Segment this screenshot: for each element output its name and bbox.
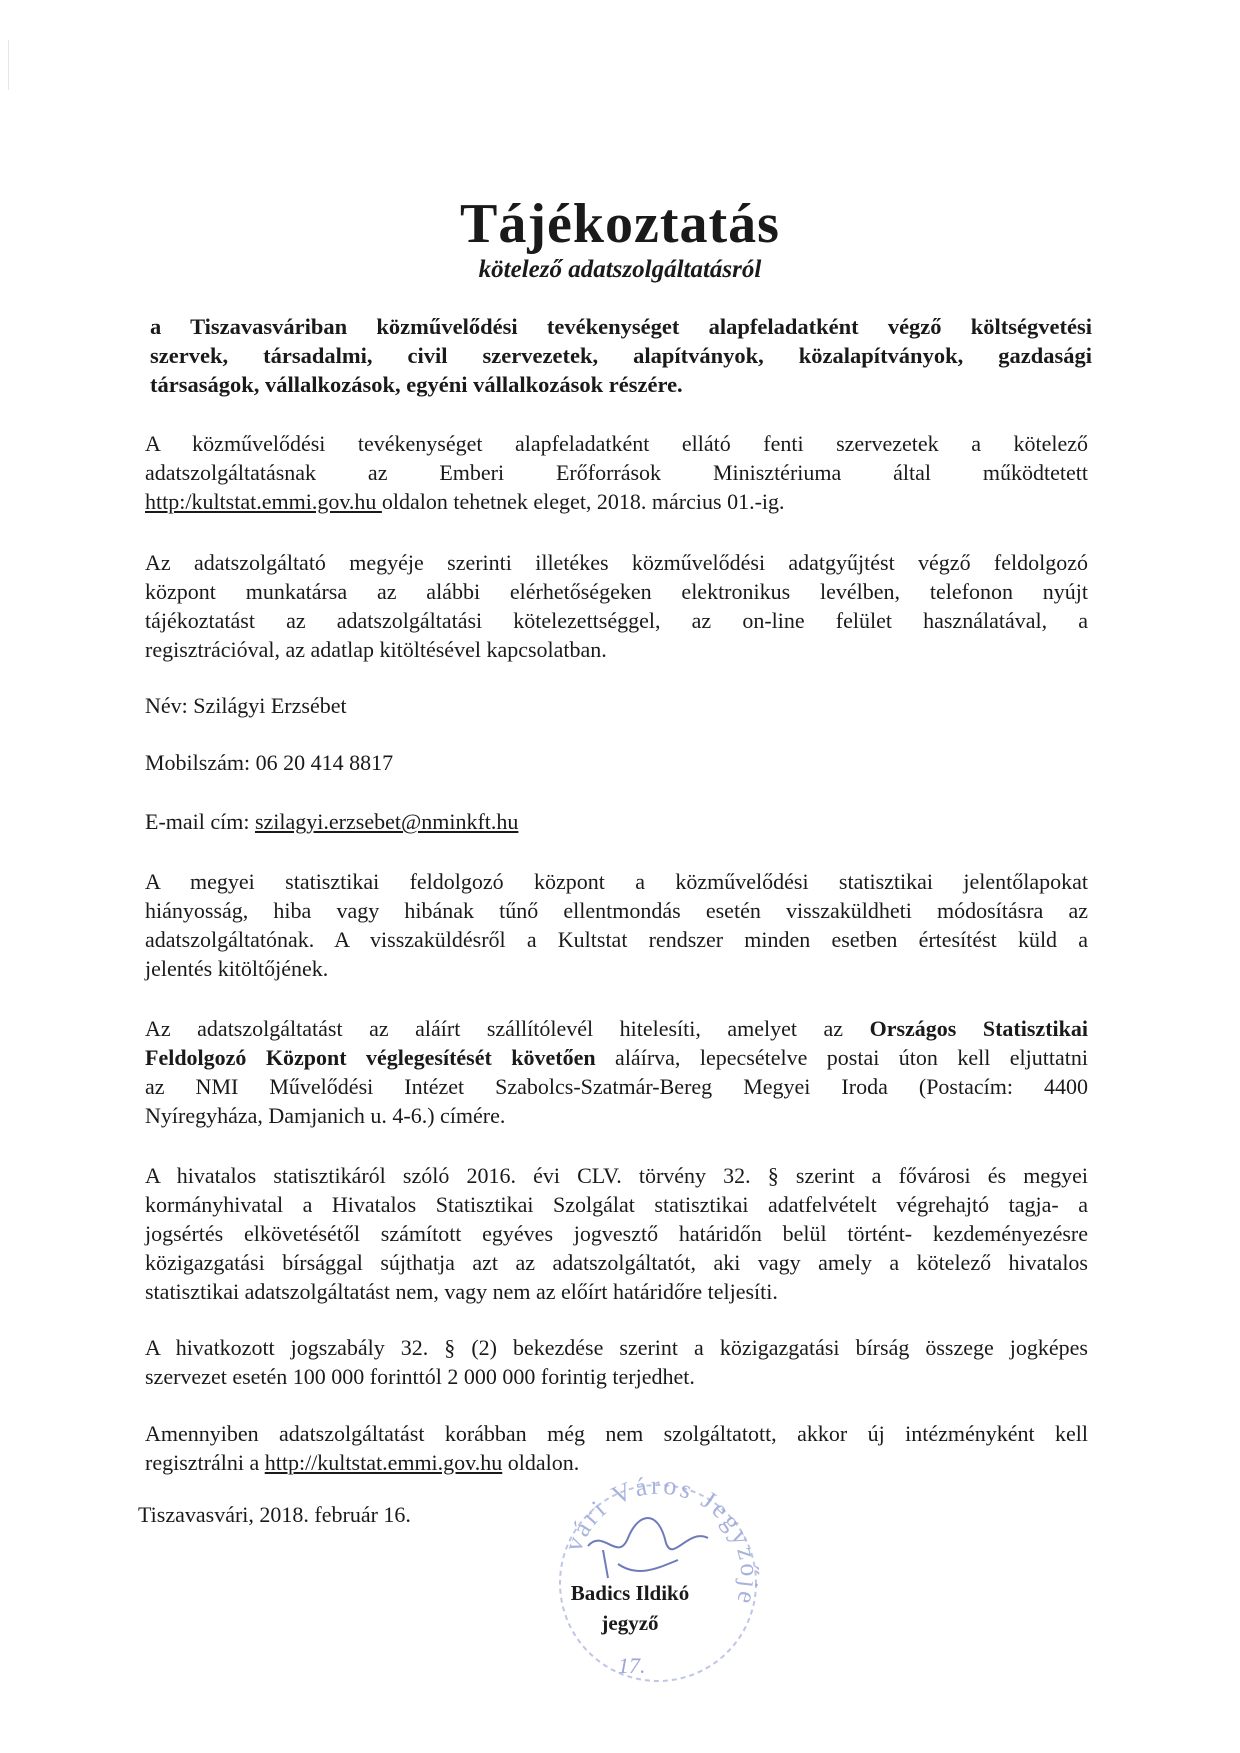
paragraph-line: központ munkatársa az alábbi elérhetőségeken elektronikus levélben, telefonon nyújt <box>145 579 1088 604</box>
contact-email <box>145 809 518 835</box>
paragraph-line: A megyei statisztikai feldolgozó központ a közművelődési statisztikai jelentőlapokat <box>145 869 1088 894</box>
paragraph-line: Az adatszolgáltató megyéje szerinti illetékes közművelődési adatgyűjtést végző feldolgozó <box>145 550 1088 575</box>
paragraph-line: regisztrációval, az adatlap kitöltésével kapcsolatban. <box>145 637 607 662</box>
paragraph-return-notice <box>145 867 1088 983</box>
paragraph-contact-info <box>145 548 1088 664</box>
email-link[interactable]: szilagyi.erzsebet@nminkft.hu <box>254 809 519 834</box>
signer-name: Badics Ildikó <box>570 1581 690 1605</box>
paragraph-fine <box>145 1333 1088 1391</box>
paragraph-line: statisztikai adatszolgáltatást nem, vagy nem az előírt határidőre teljesíti. <box>145 1279 778 1304</box>
paragraph-line: adatszolgáltatónak. A visszaküldésről a Kultstat rendszer minden esetben értesítést küld a <box>145 927 1088 952</box>
paragraph-line: hiányosság, hiba vagy hibának tűnő ellentmondás esetén visszaküldheti módosításra az <box>145 898 1088 923</box>
paragraph-line: Amennyiben adatszolgáltatást korábban még nem szolgáltatott, akkor új intézményként kell <box>145 1421 1088 1446</box>
stamp-text: vári Város Jegyzője <box>558 1470 765 1610</box>
paragraph-deadline <box>145 429 1088 516</box>
paragraph-text: oldalon. <box>502 1450 580 1475</box>
intro-line: társaságok, vállalkozások, egyéni vállalkozások részére. <box>150 372 683 397</box>
contact-mobile: Mobilszám: 06 20 414 8817 <box>145 750 394 775</box>
paragraph-line: jelentés kitöltőjének. <box>145 956 329 981</box>
paragraph-text: regisztrálni a <box>145 1450 265 1475</box>
paragraph-line <box>145 487 1088 516</box>
document-date: Tiszavasvári, 2018. február 16. <box>138 1502 411 1527</box>
document-title: Tájékoztatás <box>460 193 780 255</box>
email-label: E-mail cím: <box>145 809 255 834</box>
paragraph-line: az NMI Művelődési Intézet Szabolcs-Szatmár-Bereg Megyei Iroda (Postacím: 4400 <box>145 1074 1088 1099</box>
kultstat-registration-link[interactable]: http://kultstat.emmi.gov.hu <box>264 1450 503 1475</box>
handwritten-signature <box>588 1518 708 1578</box>
contact-name: Név: Szilágyi Erzsébet <box>145 693 347 718</box>
signer-title: jegyző <box>601 1611 659 1635</box>
stamp-number: 17. <box>618 1653 646 1678</box>
paragraph-line: A hivatalos statisztikáról szóló 2016. évi CLV. törvény 32. § szerint a fővárosi és megyei <box>145 1163 1088 1188</box>
paragraph-text: aláírva, lepecsételve postai úton kell eljuttatni <box>595 1045 1088 1070</box>
intro-paragraph <box>150 312 1092 399</box>
paragraph-line: adatszolgáltatásnak az Emberi Erőforrások Minisztériuma által működtetett <box>145 460 1088 485</box>
document-subtitle: kötelező adatszolgáltatásról <box>478 256 762 283</box>
kultstat-link[interactable]: http:/kultstat.emmi.gov.hu <box>145 489 382 514</box>
paragraph-line: közigazgatási bírsággal sújthatja azt az adatszolgáltatót, aki vagy amely a kötelező hivatalos <box>145 1250 1088 1275</box>
intro-line: szervek, társadalmi, civil szervezetek, alapítványok, közalapítványok, gazdasági <box>150 343 1092 368</box>
paragraph-line: jogsértés elkövetésétől számított egyéves jogvesztő határidőn belül történt- kezdeményezésre <box>145 1221 1088 1246</box>
paragraph-line: szervezet esetén 100 000 forinttól 2 000 000 forintig terjedhet. <box>145 1364 695 1389</box>
paragraph-line: tájékoztatást az adatszolgáltatási kötelezettséggel, az on-line felület használatával, a <box>145 608 1088 633</box>
paragraph-line: A hivatkozott jogszabály 32. § (2) bekezdése szerint a közigazgatási bírság összege jogképes <box>145 1335 1088 1360</box>
paragraph-line <box>145 1014 1088 1043</box>
paragraph-text: oldalon tehetnek eleget, 2018. március 01.-ig. <box>381 489 785 514</box>
paragraph-line <box>145 1043 1088 1072</box>
paragraph-line: Nyíregyháza, Damjanich u. 4-6.) címére. <box>145 1103 506 1128</box>
paragraph-line: kormányhivatal a Hivatalos Statisztikai Szolgálat statisztikai adatfelvételt végrehajtó tagja- a <box>145 1192 1088 1217</box>
paragraph-line: A közművelődési tevékenységet alapfeladatként ellátó fenti szervezetek a kötelező <box>145 431 1088 456</box>
paragraph-legal-basis <box>145 1161 1088 1306</box>
paragraph-text: Az adatszolgáltatást az aláírt szállítólevél hitelesíti, amelyet az <box>145 1016 870 1041</box>
paragraph-delivery <box>145 1014 1088 1130</box>
intro-line: a Tiszavasváriban közművelődési tevékenységet alapfeladatként végző költségvetési <box>150 314 1092 339</box>
bold-text: Országos Statisztikai <box>869 1016 1088 1041</box>
scan-edge-mark <box>8 40 9 90</box>
bold-text: Feldolgozó Központ véglegesítését követően <box>145 1045 596 1070</box>
